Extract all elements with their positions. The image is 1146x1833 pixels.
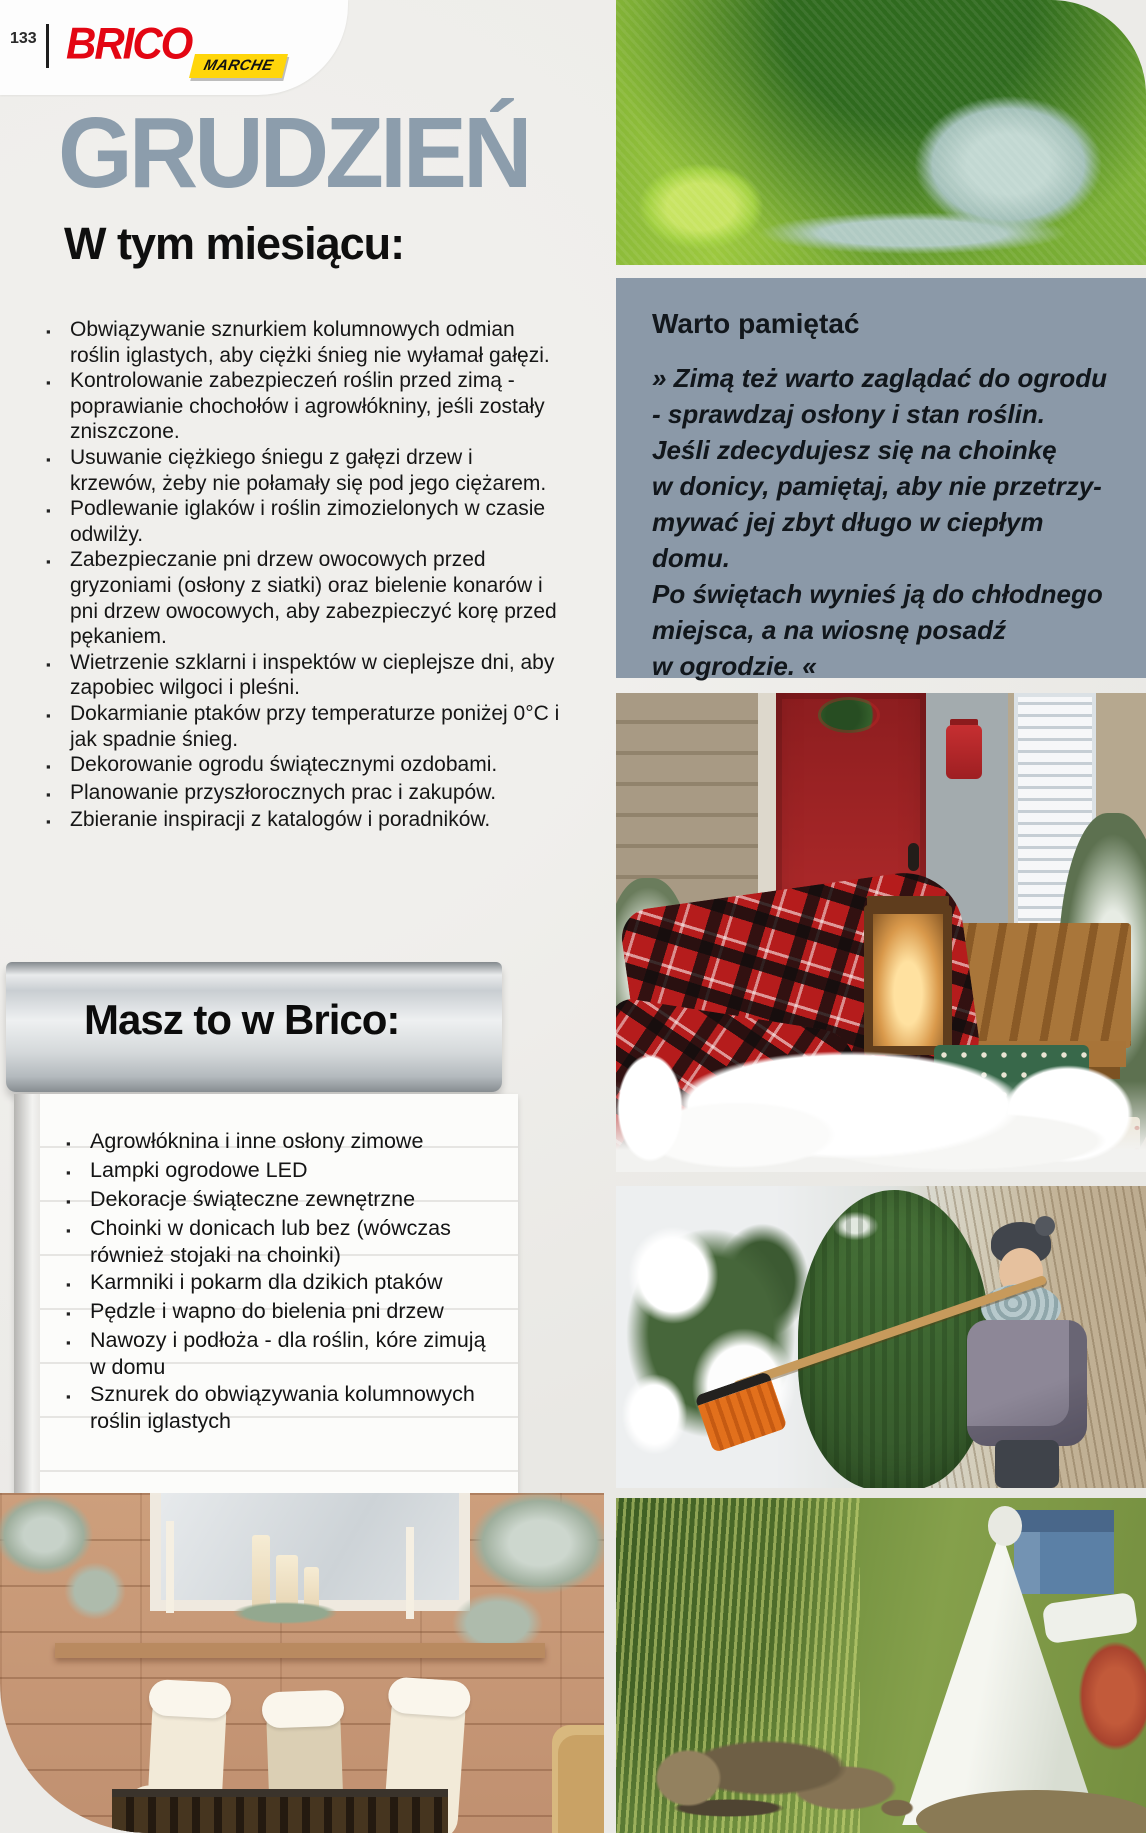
task-item [46, 445, 562, 496]
tip-text [652, 360, 1110, 684]
mantel-greenery [210, 1597, 360, 1629]
header-divider [46, 24, 49, 68]
woman-figure [961, 1222, 1111, 1488]
conifer-texture [616, 0, 1146, 265]
banner-heading: Masz to w Brico: [84, 996, 400, 1043]
bullet-icon: ▪ [66, 1277, 71, 1292]
bullet-icon: ▪ [66, 1223, 71, 1238]
task-item [46, 547, 562, 649]
product-text: Sznurek do obwiązywania kolumnowych roślin iglastych [90, 1382, 475, 1433]
tip-box [616, 278, 1146, 681]
taper-candle [406, 1527, 414, 1619]
pants [995, 1440, 1059, 1488]
product-item [66, 1186, 496, 1215]
notepad-curl-edge [14, 1094, 40, 1494]
tip-line: Jeśli zdecydujesz się na choinkę [652, 435, 1057, 465]
product-text: Agrowłóknina i inne osłony zimowe [90, 1129, 424, 1153]
bullet-icon: ▪ [46, 451, 51, 467]
header-band [0, 0, 348, 95]
bullet-icon: ▪ [46, 707, 51, 723]
month-title: GRUDZIEŃ [58, 97, 529, 209]
task-item [46, 701, 562, 752]
bullet-icon: ▪ [46, 786, 51, 802]
photo-christmas-porch [616, 693, 1146, 1172]
hat-pompom [1035, 1216, 1055, 1236]
garland-left [0, 1493, 146, 1639]
firebox-opening [112, 1789, 448, 1833]
red-lantern [946, 725, 982, 779]
photo-fleece-covered-garden [616, 1498, 1146, 1833]
task-item [46, 780, 562, 808]
products-notepad [14, 1094, 518, 1494]
bullet-icon: ▪ [66, 1165, 71, 1180]
tasks-heading: W tym miesiącu: [64, 218, 405, 269]
photo-snow-brushing [616, 1186, 1146, 1488]
door-wreath [818, 697, 880, 733]
product-item [66, 1298, 496, 1327]
task-item [46, 368, 562, 445]
task-text: Kontrolowanie zabezpieczeń roślin przed zimą - poprawianie chochołów i agrowłókniny, jeśli zostały zniszczone. [70, 369, 545, 444]
winter-jacket [967, 1320, 1087, 1446]
product-text: Karmniki i pokarm dla dzikich ptaków [90, 1270, 443, 1294]
fleece-topknot [988, 1506, 1022, 1546]
product-text: Choinki w donicach lub bez (wówczas również stojaki na choinki) [90, 1216, 451, 1267]
logo-brand-text: BRICO [66, 18, 192, 69]
bullet-icon: ▪ [46, 503, 51, 519]
tip-line: w donicy, pamiętaj, aby nie przetrzy- [652, 471, 1102, 501]
task-text: Dekorowanie ogrodu świątecznymi ozdobami. [70, 753, 498, 777]
bullet-icon: ▪ [66, 1306, 71, 1321]
tip-line: w ogrodzie. « [652, 651, 817, 681]
task-text: Zbieranie inspiracji z katalogów i poradników. [70, 808, 491, 832]
task-text: Wietrzenie szklarni i inspektów w cieplejsze dni, aby zapobiec wilgoci i pleśni. [70, 650, 555, 700]
tip-line: Po świętach wynieś ją do chłodnego [652, 579, 1103, 609]
bullet-icon: ▪ [46, 814, 51, 830]
masz-to-banner [6, 962, 502, 1092]
mantel-shelf [55, 1643, 545, 1658]
tasks-list [46, 317, 562, 835]
bullet-icon: ▪ [66, 1194, 71, 1209]
tip-heading: Warto pamiętać [652, 308, 860, 339]
bullet-icon: ▪ [66, 1389, 71, 1404]
logo-sub-text: MARCHE [189, 54, 288, 78]
task-item [46, 317, 562, 368]
bullet-icon: ▪ [66, 1335, 71, 1350]
product-text: Pędzle i wapno do bielenia pni drzew [90, 1299, 444, 1323]
blue-shed [1014, 1510, 1114, 1594]
bricomarche-logo [66, 12, 286, 82]
bullet-icon: ▪ [46, 324, 51, 339]
products-list [66, 1128, 496, 1435]
task-text: Zabezpieczanie pni drzew owocowych przed gryzoniami (osłony z siatki) oraz bielenie konarów i pni drzew owocowych, aby zabezpieczyć korę przed pękaniem. [70, 548, 557, 649]
bullet-icon: ▪ [46, 759, 51, 775]
product-text: Lampki ogrodowe LED [90, 1158, 308, 1182]
task-item [46, 752, 562, 780]
task-text: Dokarmianie ptaków przy temperaturze poniżej 0°C i jak spadnie śnieg. [70, 701, 560, 751]
product-item [66, 1381, 496, 1435]
photo-conifer-garden [616, 0, 1146, 265]
tip-line: mywać jej zbyt długo w ciepłym domu. [652, 507, 1044, 573]
door-handle [908, 843, 919, 871]
product-item [66, 1157, 496, 1186]
task-item [46, 496, 562, 547]
tip-line: - sprawdzaj osłony i stan roślin. [652, 399, 1045, 429]
taper-candle [166, 1521, 174, 1613]
bullet-icon: ▪ [46, 375, 51, 391]
product-item [66, 1215, 496, 1269]
tip-line: » Zimą też warto zaglądać do ogrodu [652, 363, 1108, 393]
red-bush [1068, 1626, 1146, 1766]
task-item [46, 807, 562, 835]
bullet-icon: ▪ [46, 656, 51, 672]
photo-fireplace-stockings [0, 1493, 604, 1833]
tip-line: miejsca, a na wiosnę posadź [652, 615, 1007, 645]
rock-border [636, 1723, 926, 1823]
product-text: Dekoracje świąteczne zewnętrzne [90, 1187, 416, 1211]
snow-drift [616, 1030, 1146, 1172]
task-text: Obwiązywanie sznurkiem kolumnowych odmian roślin iglastych, aby ciężki śnieg nie wyłamał gałęzi. [70, 318, 550, 367]
product-text: Nawozy i podłoża - dla roślin, kóre zimują w domu [90, 1328, 486, 1379]
bullet-icon: ▪ [46, 554, 51, 570]
task-text: Usuwanie ciężkiego śniegu z gałęzi drzew i krzewów, żeby nie połamały się pod jego ciężarem. [70, 445, 547, 495]
bullet-icon: ▪ [66, 1136, 71, 1151]
chair-corner [552, 1725, 604, 1833]
task-text: Planowanie przyszłorocznych prac i zakupów. [70, 780, 497, 804]
page-number: 133 [10, 30, 37, 47]
task-item [46, 650, 562, 701]
product-item [66, 1128, 496, 1157]
task-text: Podlewanie iglaków i roślin zimozielonych w czasie odwilży. [70, 497, 546, 546]
product-item [66, 1269, 496, 1298]
product-item [66, 1327, 496, 1381]
